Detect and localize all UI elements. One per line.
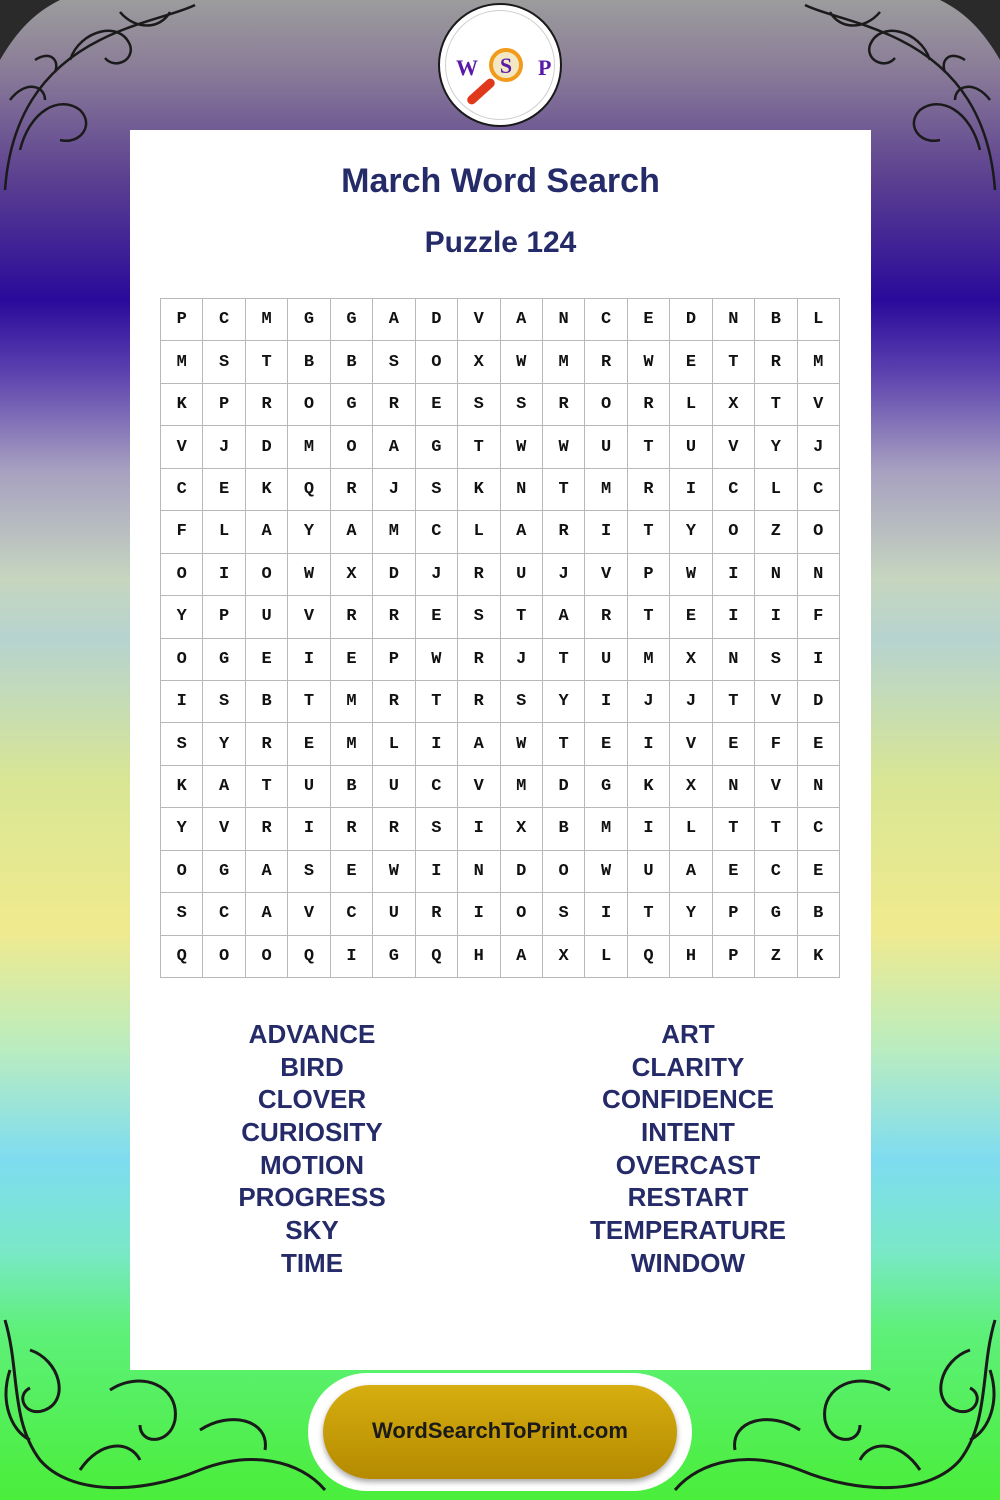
grid-cell[interactable]: S — [203, 341, 245, 383]
grid-cell[interactable]: S — [373, 341, 415, 383]
word-list-item: CURIOSITY — [241, 1117, 383, 1148]
grid-cell[interactable]: M — [161, 341, 203, 383]
grid-cell[interactable]: Y — [203, 723, 245, 765]
grid-cell[interactable]: L — [670, 384, 712, 426]
grid-cell[interactable]: S — [161, 723, 203, 765]
grid-cell[interactable]: L — [798, 299, 840, 341]
grid-cell[interactable]: A — [373, 299, 415, 341]
grid-cell[interactable]: G — [755, 893, 797, 935]
grid-cell[interactable]: P — [161, 299, 203, 341]
grid-cell[interactable]: Y — [161, 596, 203, 638]
grid-cell[interactable]: T — [713, 681, 755, 723]
grid-cell[interactable]: O — [543, 851, 585, 893]
grid-cell[interactable]: C — [755, 851, 797, 893]
grid-cell[interactable]: B — [331, 766, 373, 808]
grid-cell[interactable]: R — [246, 384, 288, 426]
grid-cell[interactable]: X — [501, 808, 543, 850]
grid-cell[interactable]: G — [331, 299, 373, 341]
grid-cell[interactable]: R — [543, 511, 585, 553]
grid-cell[interactable]: V — [585, 554, 627, 596]
grid-cell[interactable]: C — [203, 893, 245, 935]
word-list-item: INTENT — [641, 1117, 735, 1148]
grid-cell[interactable]: R — [585, 341, 627, 383]
grid-cell[interactable]: X — [458, 341, 500, 383]
grid-cell[interactable]: S — [458, 596, 500, 638]
word-list-item: OVERCAST — [615, 1149, 761, 1180]
grid-cell[interactable]: N — [458, 851, 500, 893]
grid-cell[interactable]: K — [458, 469, 500, 511]
grid-cell[interactable]: Z — [755, 936, 797, 978]
grid-cell[interactable]: I — [288, 808, 330, 850]
grid-cell[interactable]: H — [458, 936, 500, 978]
grid-cell[interactable]: E — [713, 851, 755, 893]
grid-cell[interactable]: K — [161, 766, 203, 808]
grid-cell[interactable]: U — [373, 893, 415, 935]
grid-cell[interactable]: T — [288, 681, 330, 723]
grid-cell[interactable]: U — [628, 851, 670, 893]
grid-cell[interactable]: Y — [670, 893, 712, 935]
grid-cell[interactable]: C — [798, 808, 840, 850]
grid-cell[interactable]: A — [246, 893, 288, 935]
website-link[interactable]: WordSearchToPrint.com — [372, 1418, 628, 1443]
grid-cell[interactable]: X — [331, 554, 373, 596]
grid-cell[interactable]: X — [543, 936, 585, 978]
grid-cell[interactable]: A — [246, 511, 288, 553]
grid-cell[interactable]: R — [373, 808, 415, 850]
grid-cell[interactable]: T — [755, 384, 797, 426]
grid-cell[interactable]: N — [755, 554, 797, 596]
grid-cell[interactable]: B — [331, 341, 373, 383]
grid-cell[interactable]: W — [373, 851, 415, 893]
grid-cell[interactable]: A — [203, 766, 245, 808]
grid-cell[interactable]: L — [373, 723, 415, 765]
grid-cell[interactable]: K — [246, 469, 288, 511]
grid-cell[interactable]: R — [373, 681, 415, 723]
grid-cell[interactable]: I — [798, 639, 840, 681]
grid-cell[interactable]: S — [543, 893, 585, 935]
grid-cell[interactable]: O — [416, 341, 458, 383]
grid-cell[interactable]: E — [670, 596, 712, 638]
grid-cell[interactable]: G — [585, 766, 627, 808]
grid-cell[interactable]: P — [373, 639, 415, 681]
grid-cell[interactable]: V — [798, 384, 840, 426]
grid-cell[interactable]: T — [543, 469, 585, 511]
grid-cell[interactable]: O — [161, 554, 203, 596]
grid-cell[interactable]: W — [543, 426, 585, 468]
grid-cell[interactable]: I — [203, 554, 245, 596]
grid-cell[interactable]: M — [628, 639, 670, 681]
grid-cell[interactable]: B — [246, 681, 288, 723]
grid-cell[interactable]: Y — [755, 426, 797, 468]
logo-letter-p: P — [538, 55, 552, 80]
grid-cell[interactable]: B — [755, 299, 797, 341]
grid-cell[interactable]: J — [543, 554, 585, 596]
grid-cell[interactable]: K — [628, 766, 670, 808]
grid-cell[interactable]: R — [585, 596, 627, 638]
grid-cell[interactable]: T — [713, 808, 755, 850]
word-list-item: CLARITY — [631, 1051, 745, 1082]
grid-cell[interactable]: Y — [161, 808, 203, 850]
grid-cell[interactable]: E — [798, 851, 840, 893]
grid-cell[interactable]: S — [416, 808, 458, 850]
grid-cell[interactable]: U — [288, 766, 330, 808]
grid-cell[interactable]: Z — [755, 511, 797, 553]
grid-cell[interactable]: Y — [288, 511, 330, 553]
grid-cell[interactable]: E — [288, 723, 330, 765]
grid-cell[interactable]: S — [755, 639, 797, 681]
grid-cell[interactable]: T — [755, 808, 797, 850]
grid-cell[interactable]: O — [246, 554, 288, 596]
grid-cell[interactable]: R — [373, 596, 415, 638]
grid-cell[interactable]: W — [416, 639, 458, 681]
grid-cell[interactable]: I — [670, 469, 712, 511]
grid-cell[interactable]: K — [161, 384, 203, 426]
word-list-item: RESTART — [627, 1182, 749, 1213]
grid-cell[interactable]: H — [670, 936, 712, 978]
grid-cell[interactable]: R — [458, 554, 500, 596]
word-list-item: BIRD — [280, 1051, 344, 1082]
grid-cell[interactable]: X — [670, 766, 712, 808]
grid-cell[interactable]: A — [331, 511, 373, 553]
grid-cell[interactable]: F — [161, 511, 203, 553]
grid-cell[interactable]: R — [628, 384, 670, 426]
word-list-item: ART — [661, 1019, 715, 1049]
grid-cell[interactable]: O — [203, 936, 245, 978]
grid-cell[interactable]: A — [246, 851, 288, 893]
grid-cell[interactable]: G — [288, 299, 330, 341]
grid-cell[interactable]: O — [331, 426, 373, 468]
grid-cell[interactable]: L — [755, 469, 797, 511]
grid-cell[interactable]: A — [501, 299, 543, 341]
grid-cell[interactable]: Q — [288, 469, 330, 511]
grid-cell[interactable]: P — [203, 384, 245, 426]
grid-cell[interactable]: I — [755, 596, 797, 638]
word-list-item: PROGRESS — [238, 1182, 386, 1213]
grid-cell[interactable]: E — [585, 723, 627, 765]
grid-cell[interactable]: N — [713, 299, 755, 341]
grid-cell[interactable]: M — [501, 766, 543, 808]
grid-cell[interactable]: T — [416, 681, 458, 723]
grid-cell[interactable]: T — [713, 341, 755, 383]
grid-cell[interactable]: M — [585, 469, 627, 511]
grid-cell[interactable]: O — [161, 639, 203, 681]
grid-cell[interactable]: T — [628, 511, 670, 553]
grid-cell[interactable]: U — [246, 596, 288, 638]
grid-cell[interactable]: Q — [288, 936, 330, 978]
grid-cell[interactable]: J — [373, 469, 415, 511]
letter-grid — [160, 298, 840, 978]
grid-cell[interactable]: J — [416, 554, 458, 596]
grid-cell[interactable]: G — [203, 639, 245, 681]
grid-cell[interactable]: R — [543, 384, 585, 426]
grid-cell[interactable]: C — [331, 893, 373, 935]
grid-cell[interactable]: M — [585, 808, 627, 850]
grid-cell[interactable]: E — [628, 299, 670, 341]
grid-cell[interactable]: R — [628, 469, 670, 511]
grid-cell[interactable]: W — [670, 554, 712, 596]
grid-cell[interactable]: A — [501, 936, 543, 978]
grid-cell[interactable]: A — [670, 851, 712, 893]
grid-cell[interactable]: S — [161, 893, 203, 935]
grid-cell[interactable]: N — [713, 766, 755, 808]
grid-cell[interactable]: T — [246, 341, 288, 383]
grid-cell[interactable]: U — [373, 766, 415, 808]
grid-cell[interactable]: P — [628, 554, 670, 596]
grid-cell[interactable]: W — [501, 426, 543, 468]
grid-cell[interactable]: U — [501, 554, 543, 596]
grid-cell[interactable]: J — [670, 681, 712, 723]
word-list-item: SKY — [285, 1215, 339, 1246]
grid-cell[interactable]: C — [585, 299, 627, 341]
grid-cell[interactable]: I — [458, 893, 500, 935]
grid-cell[interactable]: O — [713, 511, 755, 553]
grid-cell[interactable]: I — [161, 681, 203, 723]
grid-cell[interactable]: J — [798, 426, 840, 468]
grid-cell[interactable]: J — [628, 681, 670, 723]
grid-cell[interactable]: D — [373, 554, 415, 596]
grid-cell[interactable]: I — [628, 808, 670, 850]
grid-cell[interactable]: V — [458, 299, 500, 341]
grid-cell[interactable]: V — [288, 596, 330, 638]
grid-cell[interactable]: L — [670, 808, 712, 850]
grid-cell[interactable]: I — [585, 681, 627, 723]
grid-cell[interactable]: I — [331, 936, 373, 978]
grid-cell[interactable]: I — [628, 723, 670, 765]
page-title: March Word Search — [341, 162, 660, 200]
grid-cell[interactable]: S — [501, 384, 543, 426]
grid-cell[interactable]: E — [798, 723, 840, 765]
word-list-right — [538, 1018, 838, 1280]
grid-cell[interactable]: W — [501, 723, 543, 765]
grid-cell[interactable]: A — [543, 596, 585, 638]
grid-cell[interactable]: I — [288, 639, 330, 681]
grid-cell[interactable]: V — [288, 893, 330, 935]
grid-cell[interactable]: T — [501, 596, 543, 638]
grid-cell[interactable]: O — [585, 384, 627, 426]
grid-cell[interactable]: B — [543, 808, 585, 850]
magnifier-handle — [465, 77, 496, 106]
grid-cell[interactable]: W — [585, 851, 627, 893]
grid-cell[interactable]: A — [373, 426, 415, 468]
grid-cell[interactable]: L — [585, 936, 627, 978]
grid-cell[interactable]: V — [713, 426, 755, 468]
grid-cell[interactable]: J — [203, 426, 245, 468]
grid-cell[interactable]: R — [331, 596, 373, 638]
grid-cell[interactable]: S — [501, 681, 543, 723]
grid-cell[interactable]: I — [416, 851, 458, 893]
grid-cell[interactable]: U — [670, 426, 712, 468]
grid-cell[interactable]: R — [458, 639, 500, 681]
grid-cell[interactable]: D — [798, 681, 840, 723]
grid-cell[interactable]: N — [501, 469, 543, 511]
grid-cell[interactable]: E — [331, 851, 373, 893]
grid-cell[interactable]: C — [203, 299, 245, 341]
grid-cell[interactable]: E — [331, 639, 373, 681]
grid-cell[interactable]: R — [331, 469, 373, 511]
grid-cell[interactable]: D — [246, 426, 288, 468]
grid-cell[interactable]: C — [416, 511, 458, 553]
grid-cell[interactable]: X — [670, 639, 712, 681]
grid-cell[interactable]: V — [670, 723, 712, 765]
grid-cell[interactable]: M — [331, 681, 373, 723]
grid-cell[interactable]: Y — [543, 681, 585, 723]
grid-cell[interactable]: S — [288, 851, 330, 893]
grid-cell[interactable]: N — [543, 299, 585, 341]
word-list-item: CONFIDENCE — [602, 1084, 774, 1115]
grid-cell[interactable]: P — [713, 893, 755, 935]
grid-cell[interactable]: M — [331, 723, 373, 765]
grid-cell[interactable]: I — [458, 808, 500, 850]
grid-cell[interactable]: S — [458, 384, 500, 426]
site-logo[interactable] — [438, 3, 562, 127]
grid-cell[interactable]: W — [501, 341, 543, 383]
grid-cell[interactable]: C — [713, 469, 755, 511]
grid-cell[interactable]: Q — [416, 936, 458, 978]
grid-cell[interactable]: E — [713, 723, 755, 765]
grid-cell[interactable]: R — [373, 384, 415, 426]
word-list-item: TEMPERATURE — [590, 1215, 786, 1246]
grid-cell[interactable]: Y — [670, 511, 712, 553]
grid-cell[interactable]: T — [543, 723, 585, 765]
grid-cell[interactable]: B — [798, 893, 840, 935]
grid-cell[interactable]: G — [416, 426, 458, 468]
grid-cell[interactable]: O — [161, 851, 203, 893]
grid-cell[interactable]: O — [501, 893, 543, 935]
grid-cell[interactable]: O — [798, 511, 840, 553]
grid-cell[interactable]: Q — [628, 936, 670, 978]
grid-cell[interactable]: J — [501, 639, 543, 681]
grid-cell[interactable]: R — [755, 341, 797, 383]
grid-cell[interactable]: I — [585, 893, 627, 935]
word-list-item: ADVANCE — [248, 1019, 376, 1049]
grid-cell[interactable]: D — [416, 299, 458, 341]
grid-cell[interactable]: C — [161, 469, 203, 511]
puzzle-number: Puzzle 124 — [424, 226, 577, 259]
grid-cell[interactable]: N — [713, 639, 755, 681]
word-list-item: CLOVER — [257, 1084, 367, 1115]
grid-cell[interactable]: G — [373, 936, 415, 978]
grid-cell[interactable]: F — [755, 723, 797, 765]
grid-cell[interactable]: G — [203, 851, 245, 893]
grid-cell[interactable]: M — [798, 341, 840, 383]
grid-cell[interactable]: P — [713, 936, 755, 978]
grid-cell[interactable]: I — [713, 596, 755, 638]
grid-cell[interactable]: E — [246, 639, 288, 681]
grid-cell[interactable]: R — [246, 808, 288, 850]
grid-cell[interactable]: N — [798, 766, 840, 808]
grid-cell[interactable]: W — [628, 341, 670, 383]
grid-cell[interactable]: L — [458, 511, 500, 553]
grid-cell[interactable]: E — [670, 341, 712, 383]
grid-cell[interactable]: M — [543, 341, 585, 383]
grid-cell[interactable]: T — [458, 426, 500, 468]
grid-cell[interactable]: W — [288, 554, 330, 596]
grid-cell[interactable]: I — [713, 554, 755, 596]
grid-cell[interactable]: A — [458, 723, 500, 765]
grid-cell[interactable]: T — [628, 893, 670, 935]
word-list-item: WINDOW — [630, 1247, 746, 1278]
grid-cell[interactable]: F — [798, 596, 840, 638]
word-list-left — [162, 1018, 462, 1280]
grid-cell[interactable]: I — [416, 723, 458, 765]
logo-letter-w: W — [456, 55, 478, 80]
grid-cell[interactable]: Q — [161, 936, 203, 978]
grid-cell[interactable]: G — [331, 384, 373, 426]
grid-cell[interactable]: E — [416, 384, 458, 426]
grid-cell[interactable]: U — [585, 639, 627, 681]
word-list-item: TIME — [280, 1247, 344, 1278]
grid-cell[interactable]: E — [203, 469, 245, 511]
grid-cell[interactable]: R — [246, 723, 288, 765]
grid-cell[interactable]: V — [755, 766, 797, 808]
logo-letter-s: S — [499, 53, 513, 78]
grid-cell[interactable]: D — [543, 766, 585, 808]
grid-cell[interactable]: R — [331, 808, 373, 850]
grid-cell[interactable]: M — [373, 511, 415, 553]
grid-cell[interactable]: S — [203, 681, 245, 723]
grid-cell[interactable]: V — [458, 766, 500, 808]
grid-cell[interactable]: V — [203, 808, 245, 850]
grid-cell[interactable]: L — [203, 511, 245, 553]
logo-inner-ring — [445, 10, 555, 120]
grid-cell[interactable]: N — [798, 554, 840, 596]
grid-cell[interactable]: R — [458, 681, 500, 723]
grid-cell[interactable]: C — [416, 766, 458, 808]
grid-cell[interactable]: D — [501, 851, 543, 893]
grid-cell[interactable]: U — [585, 426, 627, 468]
grid-cell[interactable]: R — [416, 893, 458, 935]
grid-cell[interactable]: V — [755, 681, 797, 723]
grid-cell[interactable]: A — [501, 511, 543, 553]
grid-cell[interactable]: C — [798, 469, 840, 511]
grid-cell[interactable]: B — [288, 341, 330, 383]
grid-cell[interactable]: K — [798, 936, 840, 978]
grid-cell[interactable]: V — [161, 426, 203, 468]
grid-cell[interactable]: S — [416, 469, 458, 511]
grid-cell[interactable]: O — [288, 384, 330, 426]
grid-cell[interactable]: T — [628, 596, 670, 638]
grid-cell[interactable]: T — [543, 639, 585, 681]
grid-cell[interactable]: X — [713, 384, 755, 426]
grid-cell[interactable]: M — [246, 299, 288, 341]
grid-cell[interactable]: P — [203, 596, 245, 638]
grid-cell[interactable]: E — [416, 596, 458, 638]
grid-cell[interactable]: T — [246, 766, 288, 808]
word-list-item: MOTION — [260, 1149, 364, 1180]
grid-cell[interactable]: M — [288, 426, 330, 468]
grid-cell[interactable]: T — [628, 426, 670, 468]
grid-cell[interactable]: I — [585, 511, 627, 553]
grid-cell[interactable]: O — [246, 936, 288, 978]
grid-cell[interactable]: D — [670, 299, 712, 341]
